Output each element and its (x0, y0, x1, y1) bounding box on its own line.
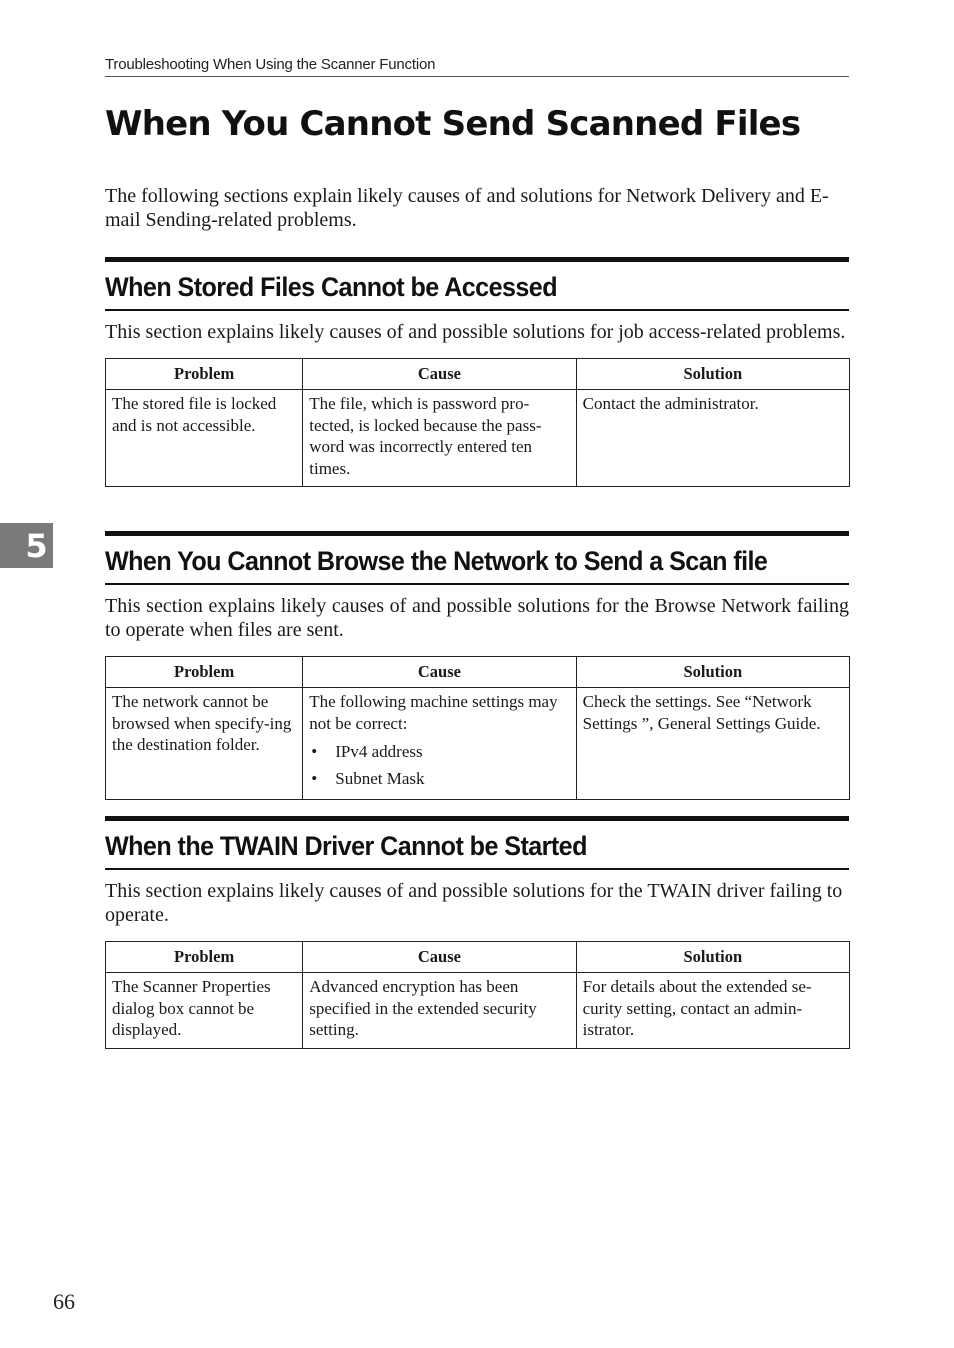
cell-problem: The Scanner Properties dialog box cannot be displayed. (106, 973, 303, 1049)
problem-table (105, 358, 850, 487)
cell-solution: For details about the extended se-curity setting, contact an admin-istrator. (576, 973, 849, 1049)
table-header-row (106, 657, 850, 688)
header-solution: Solution (576, 657, 849, 688)
section-twain-driver (105, 816, 849, 1049)
section-title: When the TWAIN Driver Cannot be Started (105, 831, 587, 861)
table-row (106, 973, 850, 1049)
running-header: Troubleshooting When Using the Scanner Function (105, 56, 849, 77)
cause-list (309, 738, 569, 792)
section-heading-block (105, 262, 849, 311)
table-row (106, 688, 850, 800)
header-problem: Problem (106, 942, 303, 973)
section-description: This section explains likely causes of and possible solutions for the TWAIN driver failing to operate. (105, 880, 843, 926)
cell-solution: Contact the administrator. (576, 390, 849, 487)
cell-problem: The network cannot be browsed when specify-ing the destination folder. (106, 688, 303, 800)
problem-table (105, 941, 850, 1049)
header-solution: Solution (576, 942, 849, 973)
problem-table (105, 656, 850, 800)
section-title: When Stored Files Cannot be Accessed (105, 272, 557, 302)
table-header-row (106, 359, 850, 390)
section-title: When You Cannot Browse the Network to Send a Scan file (105, 546, 768, 576)
header-cause: Cause (303, 942, 576, 973)
list-item: • Subnet Mask (335, 765, 569, 792)
header-problem: Problem (106, 359, 303, 390)
cell-solution: Check the settings. See “Network Settings ”, General Settings Guide. (576, 688, 849, 800)
cell-cause: The file, which is password pro-tected, is locked because the pass-word was incorrectly entered ten times. (303, 390, 576, 487)
list-item: • IPv4 address (335, 738, 569, 765)
cause-text: The following machine settings may not be correct: (309, 692, 558, 733)
section-stored-files (105, 257, 849, 487)
section-heading-block (105, 536, 849, 585)
header-cause: Cause (303, 359, 576, 390)
section-heading-block (105, 821, 849, 870)
table-row (106, 390, 850, 487)
section-description: This section explains likely causes of and possible solutions for the Browse Network failing to operate when files are sent. (105, 595, 849, 641)
header-solution: Solution (576, 359, 849, 390)
page-title: When You Cannot Send Scanned Files (105, 104, 801, 144)
header-problem: Problem (106, 657, 303, 688)
section-browse-network (105, 531, 849, 800)
page-number: 66 (53, 1289, 75, 1314)
cell-cause (303, 688, 576, 800)
cell-cause: Advanced encryption has been specified in the extended security setting. (303, 973, 576, 1049)
section-description: This section explains likely causes of and possible solutions for job access-related problems. (105, 321, 846, 343)
table-header-row (106, 942, 850, 973)
header-cause: Cause (303, 657, 576, 688)
chapter-tab: 5 (0, 523, 53, 568)
cell-problem: The stored file is locked and is not accessible. (106, 390, 303, 487)
intro-paragraph: The following sections explain likely causes of and solutions for Network Delivery and E-mail Sending-related problems. (105, 185, 829, 231)
